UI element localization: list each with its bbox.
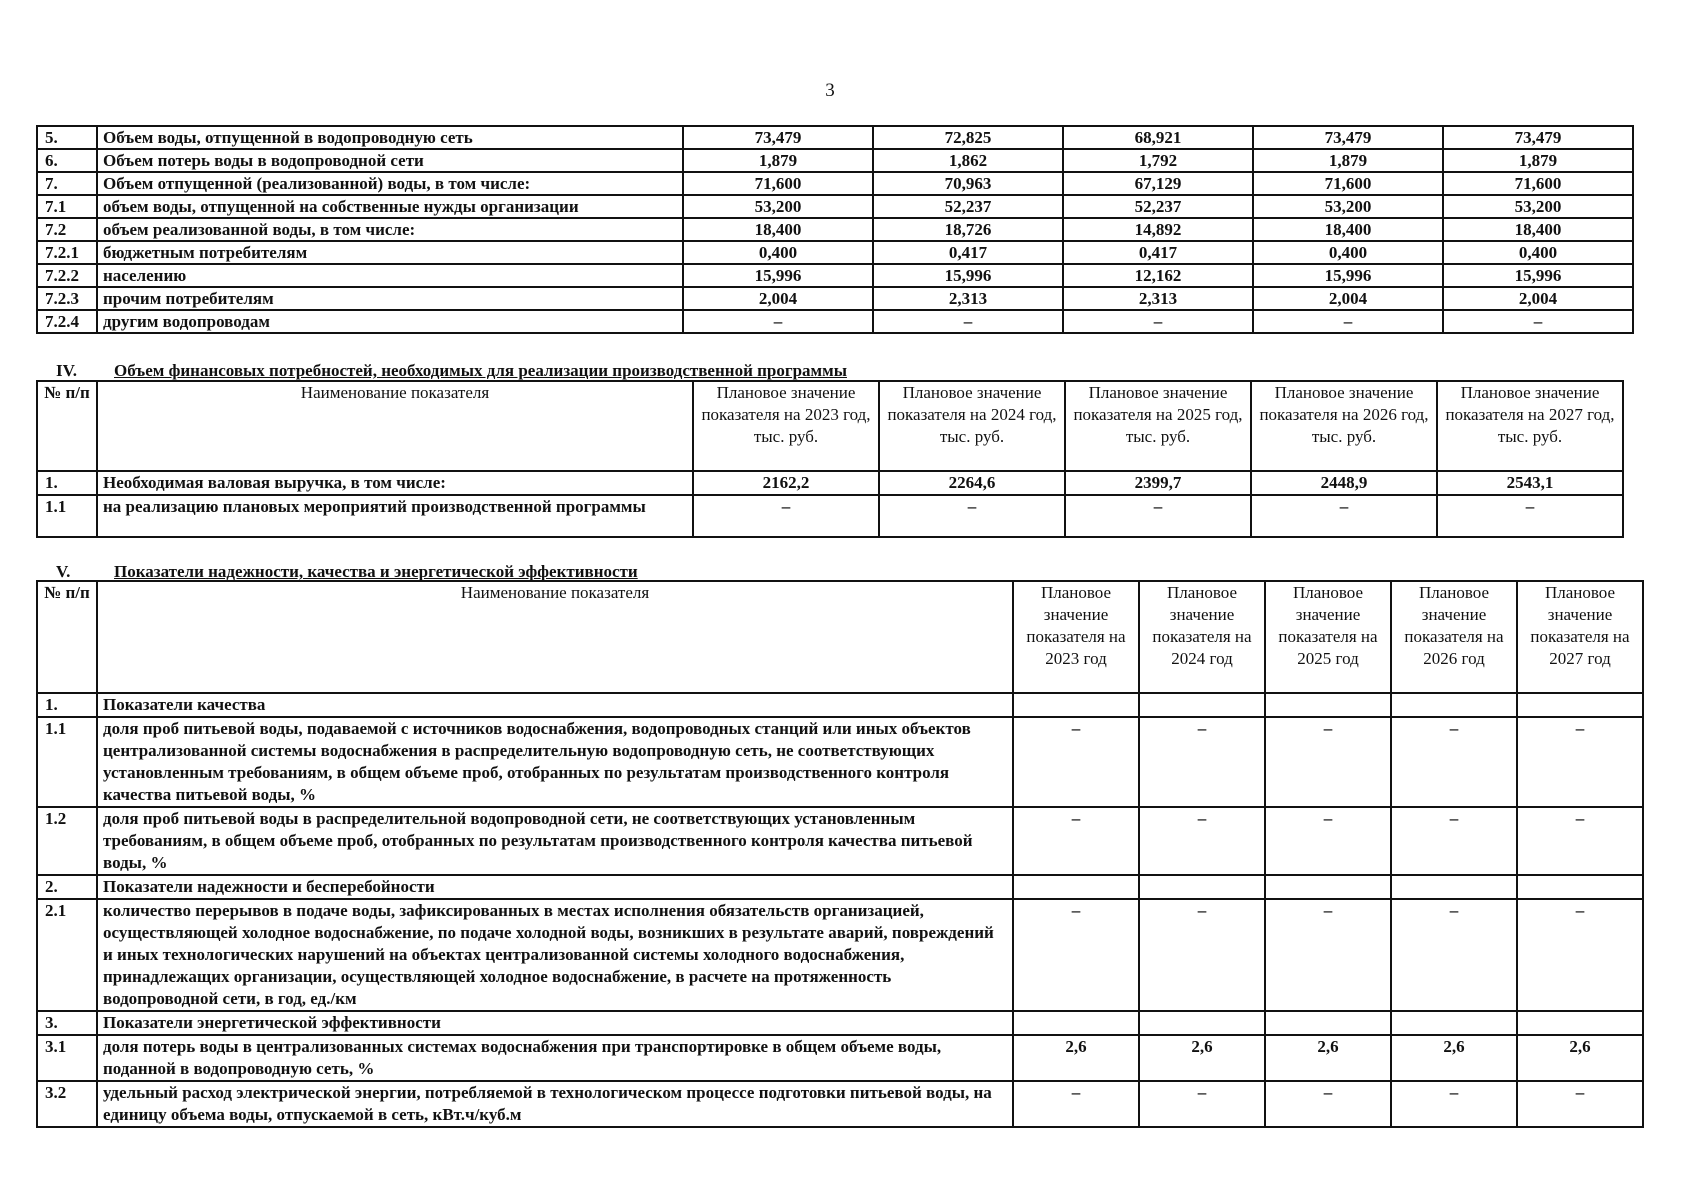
row-value: 12,162 [1063, 264, 1253, 287]
header-year-2027: Плановое значение показателя на 2027 год [1517, 581, 1643, 693]
row-value: – [1013, 717, 1139, 807]
row-number: 2. [37, 875, 97, 899]
row-value [1265, 875, 1391, 899]
table-row [37, 241, 1633, 264]
row-name: доля потерь воды в централизованных системах водоснабжения при транспортировке в общем объеме воды, поданной в водопроводную сеть, % [97, 1035, 1013, 1081]
row-number: 1.1 [37, 495, 97, 537]
row-value [1013, 1011, 1139, 1035]
table-row [37, 126, 1633, 149]
row-name: другим водопроводам [97, 310, 683, 333]
row-value: – [1251, 495, 1437, 537]
row-number: 5. [37, 126, 97, 149]
row-value: 18,400 [1253, 218, 1443, 241]
page-number: 3 [825, 80, 835, 101]
row-value: – [1013, 807, 1139, 875]
header-year-2023: Плановое значение показателя на 2023 год, тыс. руб. [693, 381, 879, 471]
row-value: – [1443, 310, 1633, 333]
row-value [1517, 875, 1643, 899]
row-value: 70,963 [873, 172, 1063, 195]
row-value [1391, 693, 1517, 717]
row-value [1265, 693, 1391, 717]
table-row [37, 495, 1623, 537]
row-value: 73,479 [1253, 126, 1443, 149]
table-row [37, 264, 1633, 287]
table-header-row [37, 581, 1643, 693]
row-value [1013, 875, 1139, 899]
row-name: удельный расход электрической энергии, потребляемой в технологическом процессе подготовки питьевой воды, на единицу объема воды, отпускаемой в сеть, кВт.ч/куб.м [97, 1081, 1013, 1127]
row-name: Показатели энергетической эффективности [97, 1011, 1013, 1035]
row-value: 2,6 [1391, 1035, 1517, 1081]
table-row [37, 899, 1643, 1011]
header-year-2025: Плановое значение показателя на 2025 год [1265, 581, 1391, 693]
header-year-2026: Плановое значение показателя на 2026 год [1391, 581, 1517, 693]
row-value: 2,313 [1063, 287, 1253, 310]
section-iv-heading: Объем финансовых потребностей, необходимых для реализации производственной программы [114, 361, 847, 380]
row-value: – [1265, 807, 1391, 875]
row-value: 2543,1 [1437, 471, 1623, 495]
row-value: 52,237 [873, 195, 1063, 218]
table-row [37, 875, 1643, 899]
row-value: – [1265, 1081, 1391, 1127]
row-number: 7.2.4 [37, 310, 97, 333]
row-name: Объем отпущенной (реализованной) воды, в том числе: [97, 172, 683, 195]
row-number: 1. [37, 471, 97, 495]
row-name: Объем воды, отпущенной в водопроводную сеть [97, 126, 683, 149]
row-number: 1. [37, 693, 97, 717]
row-value: 72,825 [873, 126, 1063, 149]
row-value [1517, 1011, 1643, 1035]
row-value: – [1437, 495, 1623, 537]
table-row [37, 195, 1633, 218]
row-name: доля проб питьевой воды в распределительной водопроводной сети, не соответствующих установленным требованиям, в общем объеме проб, отобранных по результатам производственного контроля качества питьевой воды, % [97, 807, 1013, 875]
row-value: 2,6 [1013, 1035, 1139, 1081]
row-value: 2448,9 [1251, 471, 1437, 495]
table-row [37, 471, 1623, 495]
reliability-indicators-table [36, 580, 1644, 1128]
header-year-2027: Плановое значение показателя на 2027 год, тыс. руб. [1437, 381, 1623, 471]
row-value [1391, 1011, 1517, 1035]
row-value: – [1391, 807, 1517, 875]
row-number: 3. [37, 1011, 97, 1035]
row-value: 73,479 [683, 126, 873, 149]
row-value: – [1139, 899, 1265, 1011]
header-year-2024: Плановое значение показателя на 2024 год [1139, 581, 1265, 693]
row-value: – [1265, 899, 1391, 1011]
row-number: 7. [37, 172, 97, 195]
row-value: – [1063, 310, 1253, 333]
row-number: 3.2 [37, 1081, 97, 1127]
row-value: 1,879 [1443, 149, 1633, 172]
row-value: 2399,7 [1065, 471, 1251, 495]
row-value: 15,996 [1443, 264, 1633, 287]
row-value [1139, 875, 1265, 899]
row-name: объем реализованной воды, в том числе: [97, 218, 683, 241]
row-value: 18,726 [873, 218, 1063, 241]
row-value: – [1517, 899, 1643, 1011]
row-value: 2,004 [1253, 287, 1443, 310]
table-row [37, 218, 1633, 241]
header-name: Наименование показателя [97, 581, 1013, 693]
row-value: 2264,6 [879, 471, 1065, 495]
row-value: – [1391, 899, 1517, 1011]
table-row [37, 287, 1633, 310]
row-value: 71,600 [1253, 172, 1443, 195]
header-num: № п/п [37, 381, 97, 471]
row-value: 14,892 [1063, 218, 1253, 241]
row-value: 15,996 [873, 264, 1063, 287]
row-number: 1.1 [37, 717, 97, 807]
row-value: 0,400 [683, 241, 873, 264]
row-value: 73,479 [1443, 126, 1633, 149]
row-value: 15,996 [1253, 264, 1443, 287]
row-name: Показатели качества [97, 693, 1013, 717]
row-value: – [693, 495, 879, 537]
row-value: 53,200 [683, 195, 873, 218]
row-value: 2,6 [1265, 1035, 1391, 1081]
row-name: населению [97, 264, 683, 287]
row-value: 0,400 [1443, 241, 1633, 264]
row-value: – [1391, 717, 1517, 807]
section-v-roman: V. [56, 562, 71, 581]
row-value [1517, 693, 1643, 717]
row-name: количество перерывов в подаче воды, зафиксированных в местах исполнения обязательств организацией, осуществляющей холодное водоснабжение, по подаче холодной воды, возникших в результате аварий, повреждений и иных технологических нарушений на объектах централизованной системы холодного водоснабжения, принадлежащих организации, осуществляющей холодное водоснабжение, в расчете на протяженность водопроводной сети, в год, ед./км [97, 899, 1013, 1011]
table-row [37, 693, 1643, 717]
row-value [1013, 693, 1139, 717]
row-number: 2.1 [37, 899, 97, 1011]
row-value: – [1391, 1081, 1517, 1127]
table-row [37, 717, 1643, 807]
row-value: 53,200 [1253, 195, 1443, 218]
table-row [37, 1035, 1643, 1081]
row-value: 2162,2 [693, 471, 879, 495]
row-value: 67,129 [1063, 172, 1253, 195]
table-row [37, 172, 1633, 195]
row-value: 2,313 [873, 287, 1063, 310]
row-value: – [1065, 495, 1251, 537]
row-number: 7.2.1 [37, 241, 97, 264]
row-value: 53,200 [1443, 195, 1633, 218]
section-iv-title [56, 360, 847, 382]
header-num: № п/п [37, 581, 97, 693]
row-name: доля проб питьевой воды, подаваемой с источников водоснабжения, водопроводных станций или иных объектов централизованной системы водоснабжения в распределительную водопроводную сеть, не соответствующих установленным требованиям, в общем объеме проб, отобранных по результатам производственного контроля качества питьевой воды, % [97, 717, 1013, 807]
row-value: 2,004 [683, 287, 873, 310]
row-value: 0,417 [1063, 241, 1253, 264]
row-number: 1.2 [37, 807, 97, 875]
header-year-2025: Плановое значение показателя на 2025 год, тыс. руб. [1065, 381, 1251, 471]
row-number: 6. [37, 149, 97, 172]
row-value: 1,792 [1063, 149, 1253, 172]
row-number: 3.1 [37, 1035, 97, 1081]
row-value [1391, 875, 1517, 899]
table-row [37, 149, 1633, 172]
row-value: – [1265, 717, 1391, 807]
row-value: 2,6 [1517, 1035, 1643, 1081]
table-row [37, 807, 1643, 875]
row-value: – [1139, 1081, 1265, 1127]
table-header-row [37, 381, 1623, 471]
row-value: – [1253, 310, 1443, 333]
row-value: – [1013, 1081, 1139, 1127]
row-value: 52,237 [1063, 195, 1253, 218]
row-value: – [1139, 717, 1265, 807]
financial-needs-table [36, 380, 1624, 538]
row-value: 15,996 [683, 264, 873, 287]
production-volume-table [36, 125, 1634, 334]
row-value: 68,921 [1063, 126, 1253, 149]
row-name: Показатели надежности и бесперебойности [97, 875, 1013, 899]
row-number: 7.2 [37, 218, 97, 241]
row-name: Объем потерь воды в водопроводной сети [97, 149, 683, 172]
row-value: 2,6 [1139, 1035, 1265, 1081]
row-value: 2,004 [1443, 287, 1633, 310]
row-value: – [1013, 899, 1139, 1011]
section-iv-roman: IV. [56, 361, 77, 380]
header-year-2024: Плановое значение показателя на 2024 год, тыс. руб. [879, 381, 1065, 471]
row-value: – [683, 310, 873, 333]
row-value: – [1139, 807, 1265, 875]
section-v-heading: Показатели надежности, качества и энергетической эффективности [114, 562, 638, 581]
table-row [37, 310, 1633, 333]
header-year-2026: Плановое значение показателя на 2026 год, тыс. руб. [1251, 381, 1437, 471]
row-name: объем воды, отпущенной на собственные нужды организации [97, 195, 683, 218]
row-value: 1,879 [1253, 149, 1443, 172]
table-row [37, 1081, 1643, 1127]
row-name: на реализацию плановых мероприятий производственной программы [97, 495, 693, 537]
row-name: прочим потребителям [97, 287, 683, 310]
header-year-2023: Плановое значение показателя на 2023 год [1013, 581, 1139, 693]
row-value [1265, 1011, 1391, 1035]
row-value: 71,600 [683, 172, 873, 195]
row-name: бюджетным потребителям [97, 241, 683, 264]
row-value: 0,417 [873, 241, 1063, 264]
row-value: 71,600 [1443, 172, 1633, 195]
row-value: 18,400 [1443, 218, 1633, 241]
row-value: – [1517, 1081, 1643, 1127]
row-value: 0,400 [1253, 241, 1443, 264]
row-name: Необходимая валовая выручка, в том числе: [97, 471, 693, 495]
row-number: 7.2.2 [37, 264, 97, 287]
row-value: 18,400 [683, 218, 873, 241]
row-value: – [879, 495, 1065, 537]
row-value [1139, 1011, 1265, 1035]
row-value: 1,879 [683, 149, 873, 172]
row-value: – [1517, 717, 1643, 807]
row-value [1139, 693, 1265, 717]
row-value: 1,862 [873, 149, 1063, 172]
table-row [37, 1011, 1643, 1035]
row-number: 7.1 [37, 195, 97, 218]
row-value: – [873, 310, 1063, 333]
row-number: 7.2.3 [37, 287, 97, 310]
header-name: Наименование показателя [97, 381, 693, 471]
row-value: – [1517, 807, 1643, 875]
